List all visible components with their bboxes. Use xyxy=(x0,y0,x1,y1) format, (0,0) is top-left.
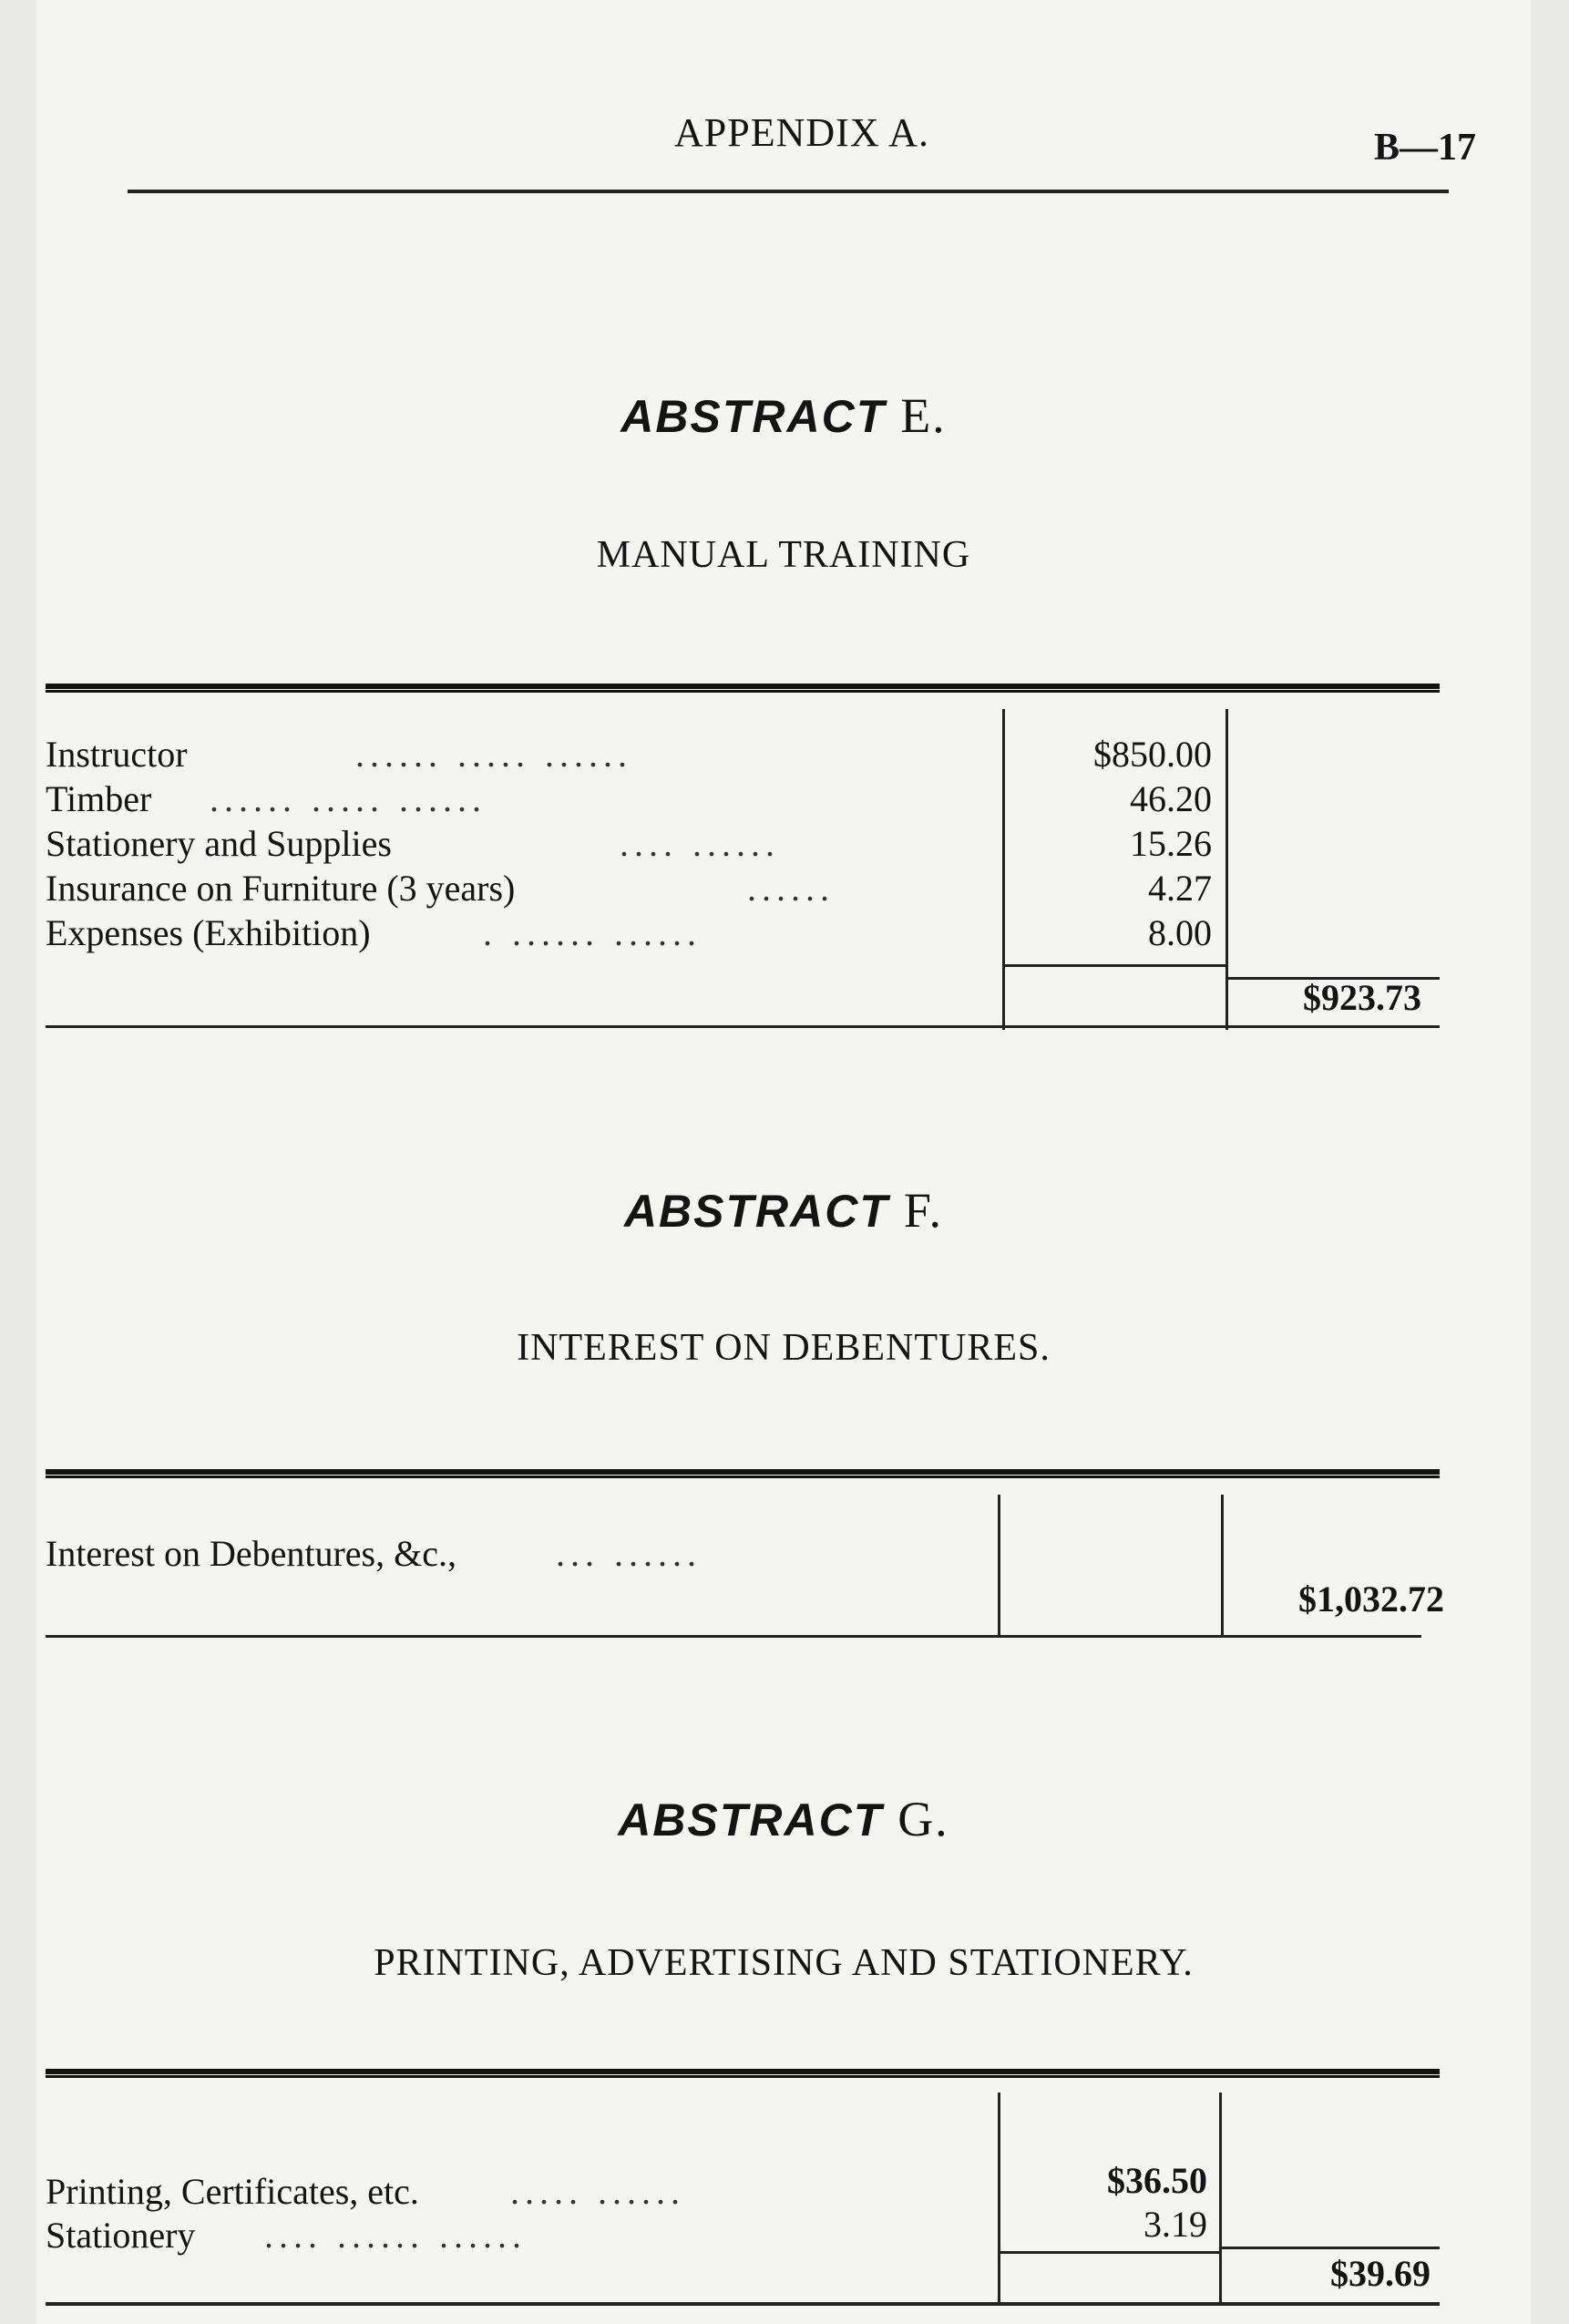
table-top-rule xyxy=(46,1469,1440,1478)
section-total: $39.69 xyxy=(1330,2253,1431,2294)
header-rule xyxy=(128,190,1449,193)
abstract-e-table xyxy=(46,684,1440,1030)
table-row xyxy=(46,821,780,867)
column-divider xyxy=(998,1495,1000,1636)
table-row xyxy=(46,866,835,911)
leader-dots: .... ...... ...... xyxy=(264,2215,527,2256)
subtotal-rule xyxy=(1004,964,1225,967)
row-label: Interest on Debentures, &c., xyxy=(46,1533,456,1574)
abstract-e-word: ABSTRACT xyxy=(620,391,887,442)
table-bottom-rule xyxy=(46,2302,1440,2306)
abstract-f-subtitle: INTEREST ON DEBENTURES. xyxy=(517,1327,1051,1369)
abstract-e-subtitle: MANUAL TRAINING xyxy=(596,534,971,576)
column-divider xyxy=(1002,709,1005,1030)
leader-dots: .... ...... xyxy=(620,823,780,864)
column-divider xyxy=(1219,2093,1222,2302)
column-divider xyxy=(998,2093,1000,2302)
row-label: Timber xyxy=(46,778,152,819)
row-amount: $850.00 xyxy=(1093,734,1212,775)
abstract-e-heading xyxy=(36,387,1531,444)
leader-dots: ..... ...... xyxy=(510,2171,685,2212)
abstract-e-letter: E. xyxy=(900,388,947,443)
section-total: $1,032.72 xyxy=(1298,1578,1444,1620)
leader-dots: . ...... ...... xyxy=(483,912,702,953)
row-label: Stationery and Supplies xyxy=(46,823,392,864)
leader-dots: ...... xyxy=(747,868,835,909)
abstract-g-letter: G. xyxy=(897,1792,949,1846)
section-total: $923.73 xyxy=(1303,977,1421,1018)
row-label: Instructor xyxy=(46,734,188,775)
table-bottom-rule xyxy=(46,1025,1440,1028)
leader-dots: ... ...... xyxy=(556,1533,702,1574)
abstract-g-word: ABSTRACT xyxy=(618,1794,884,1846)
row-label: Stationery xyxy=(46,2215,196,2256)
table-row xyxy=(46,2213,527,2258)
abstract-f-letter: F. xyxy=(903,1183,944,1238)
page-header xyxy=(128,109,1476,201)
row-amount: 4.27 xyxy=(1148,868,1212,909)
row-amount: 8.00 xyxy=(1148,912,1212,953)
column-divider xyxy=(1225,709,1228,1030)
table-row xyxy=(46,1531,702,1577)
table-top-rule xyxy=(46,2069,1440,2078)
table-bottom-rule xyxy=(46,1635,1421,1638)
row-label: Printing, Certificates, etc. xyxy=(46,2171,419,2212)
row-amount: 15.26 xyxy=(1130,823,1212,864)
leader-dots: ...... ..... ...... xyxy=(210,778,487,819)
document-page xyxy=(36,0,1531,2324)
row-amount: 46.20 xyxy=(1130,778,1212,819)
subtotal-rule xyxy=(1000,2251,1219,2254)
abstract-f-table xyxy=(46,1469,1444,1638)
leader-dots: ...... ..... ...... xyxy=(355,734,632,775)
abstract-g-table xyxy=(46,2069,1440,2306)
abstract-f-word: ABSTRACT xyxy=(623,1186,889,1237)
abstract-g-subtitle: PRINTING, ADVERTISING AND STATIONERY. xyxy=(374,1942,1194,1984)
table-row xyxy=(46,776,487,822)
table-row xyxy=(46,910,702,956)
table-top-rule xyxy=(46,684,1440,693)
row-amount: 3.19 xyxy=(1143,2204,1207,2245)
row-label: Insurance on Furniture (3 years) xyxy=(46,868,516,909)
row-label: Expenses (Exhibition) xyxy=(46,912,371,953)
row-amount: $36.50 xyxy=(1107,2160,1207,2201)
abstract-f-heading xyxy=(36,1182,1531,1239)
table-row xyxy=(46,732,632,777)
page-number: B—17 xyxy=(1373,127,1476,169)
appendix-title: APPENDIX A. xyxy=(674,110,929,155)
total-rule xyxy=(1221,2247,1440,2249)
table-row xyxy=(46,2169,685,2215)
abstract-g-heading xyxy=(36,1791,1531,1847)
column-divider xyxy=(1221,1495,1224,1636)
